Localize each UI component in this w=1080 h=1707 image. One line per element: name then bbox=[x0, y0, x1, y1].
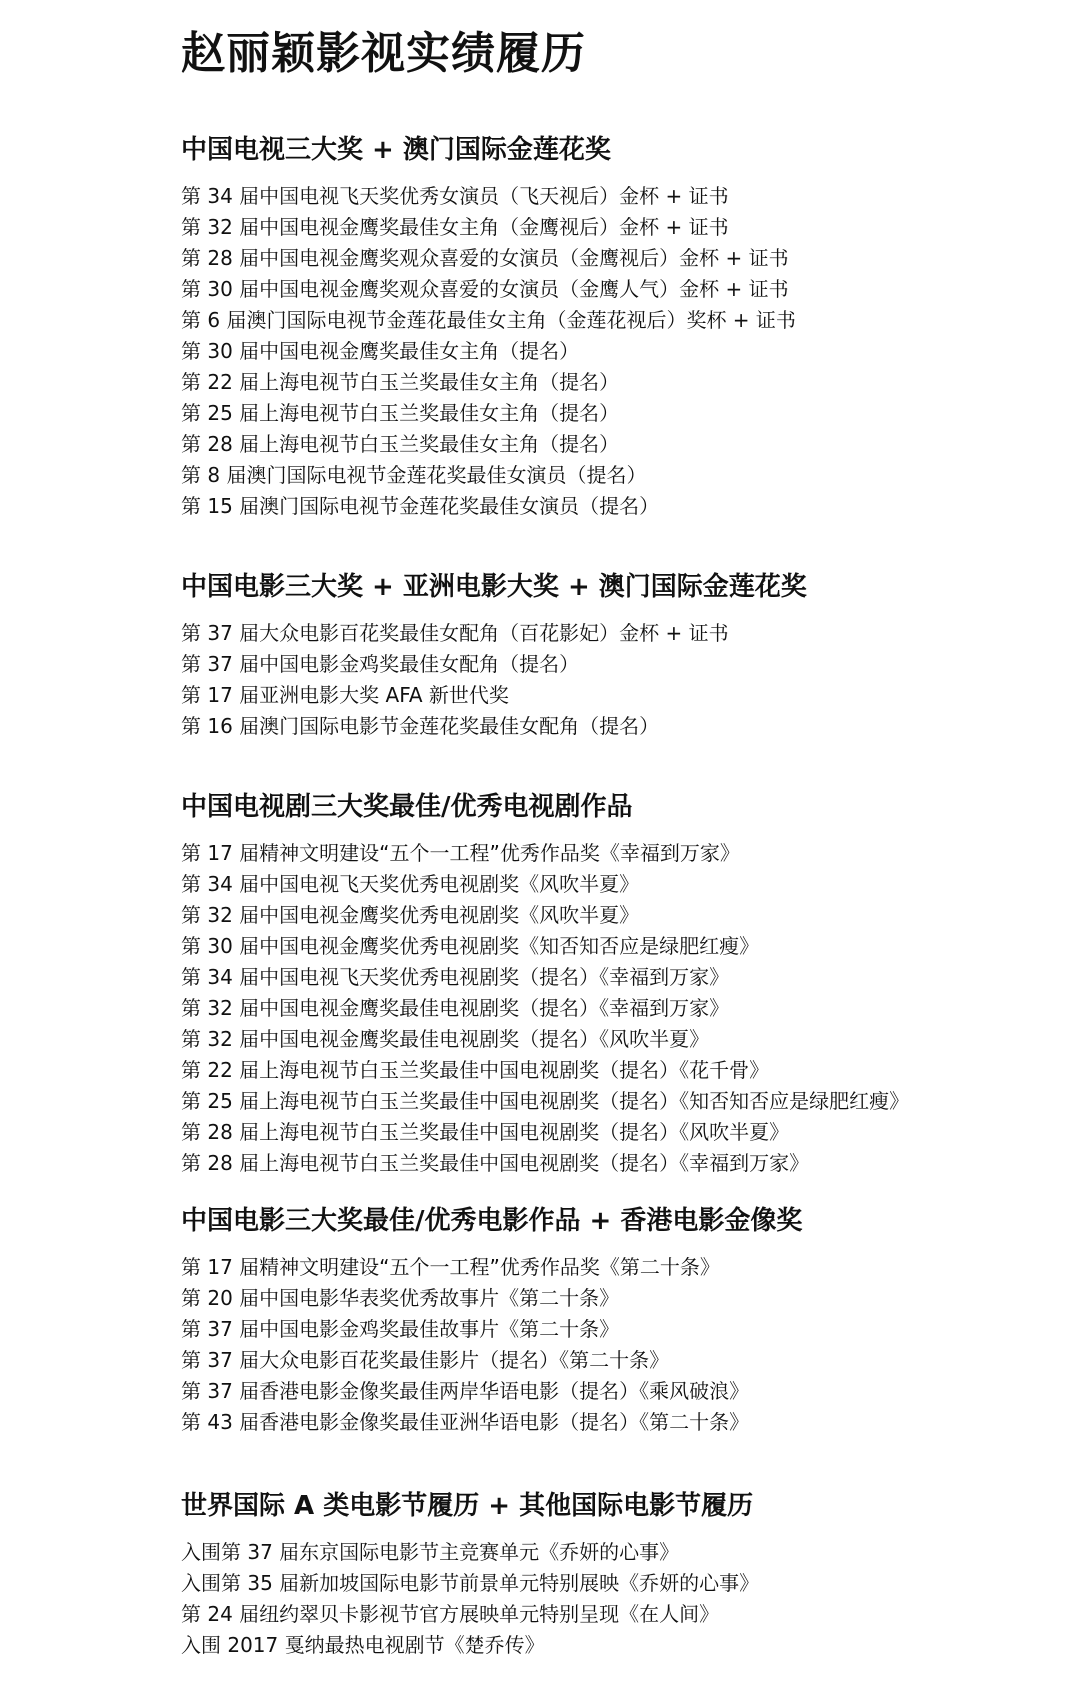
section-heading: 中国电影三大奖 + 亚洲电影大奖 + 澳门国际金莲花奖 bbox=[181, 572, 807, 602]
list-item: 第 30 届中国电视金鹰奖最佳女主角（提名） bbox=[181, 339, 580, 363]
list-item: 第 32 届中国电视金鹰奖最佳电视剧奖（提名）《风吹半夏》 bbox=[181, 1027, 710, 1051]
award-list bbox=[181, 618, 1061, 742]
section-heading: 中国电视剧三大奖最佳/优秀电视剧作品 bbox=[181, 792, 633, 822]
section-tv-awards bbox=[181, 133, 1061, 522]
list-item: 第 37 届香港电影金像奖最佳两岸华语电影（提名）《乘风破浪》 bbox=[181, 1379, 750, 1403]
list-item: 第 17 届精神文明建设“五个一工程”优秀作品奖《第二十条》 bbox=[181, 1255, 720, 1279]
document-title: 赵丽颖影视实绩履历 bbox=[181, 28, 586, 79]
award-list bbox=[181, 1252, 1061, 1438]
list-item: 第 24 届纽约翠贝卡影视节官方展映单元特别呈现《在人间》 bbox=[181, 1602, 720, 1626]
list-item: 入围第 37 届东京国际电影节主竞赛单元《乔妍的心事》 bbox=[181, 1540, 680, 1564]
list-item: 第 32 届中国电视金鹰奖最佳女主角（金鹰视后）金杯 + 证书 bbox=[181, 215, 729, 239]
award-list bbox=[181, 838, 1061, 1179]
award-list bbox=[181, 1537, 1061, 1661]
list-item: 第 28 届中国电视金鹰奖观众喜爱的女演员（金鹰视后）金杯 + 证书 bbox=[181, 246, 789, 270]
list-item: 第 17 届亚洲电影大奖 AFA 新世代奖 bbox=[181, 683, 509, 707]
list-item: 第 32 届中国电视金鹰奖优秀电视剧奖《风吹半夏》 bbox=[181, 903, 640, 927]
list-item: 第 37 届大众电影百花奖最佳影片（提名）《第二十条》 bbox=[181, 1348, 670, 1372]
list-item: 第 28 届上海电视节白玉兰奖最佳中国电视剧奖（提名）《风吹半夏》 bbox=[181, 1120, 790, 1144]
award-list bbox=[181, 181, 1061, 522]
list-item: 第 8 届澳门国际电视节金莲花奖最佳女演员（提名） bbox=[181, 463, 647, 487]
section-heading: 中国电影三大奖最佳/优秀电影作品 + 香港电影金像奖 bbox=[181, 1206, 803, 1236]
list-item: 第 16 届澳门国际电影节金莲花奖最佳女配角（提名） bbox=[181, 714, 660, 738]
list-item: 第 28 届上海电视节白玉兰奖最佳中国电视剧奖（提名）《幸福到万家》 bbox=[181, 1151, 810, 1175]
list-item: 第 15 届澳门国际电视节金莲花奖最佳女演员（提名） bbox=[181, 494, 660, 518]
list-item: 第 37 届大众电影百花奖最佳女配角（百花影妃）金杯 + 证书 bbox=[181, 621, 729, 645]
list-item: 第 37 届中国电影金鸡奖最佳故事片《第二十条》 bbox=[181, 1317, 620, 1341]
section-international-festivals bbox=[181, 1489, 1061, 1661]
list-item: 第 17 届精神文明建设“五个一工程”优秀作品奖《幸福到万家》 bbox=[181, 841, 740, 865]
section-film-awards bbox=[181, 570, 1061, 742]
section-film-works bbox=[181, 1204, 1061, 1438]
list-item: 第 34 届中国电视飞天奖优秀女演员（飞天视后）金杯 + 证书 bbox=[181, 184, 729, 208]
section-tv-drama-works bbox=[181, 790, 1061, 1179]
list-item: 入围第 35 届新加坡国际电影节前景单元特别展映《乔妍的心事》 bbox=[181, 1571, 760, 1595]
list-item: 第 30 届中国电视金鹰奖优秀电视剧奖《知否知否应是绿肥红瘦》 bbox=[181, 934, 760, 958]
list-item: 第 22 届上海电视节白玉兰奖最佳女主角（提名） bbox=[181, 370, 620, 394]
list-item: 第 30 届中国电视金鹰奖观众喜爱的女演员（金鹰人气）金杯 + 证书 bbox=[181, 277, 789, 301]
section-heading: 世界国际 A 类电影节履历 + 其他国际电影节履历 bbox=[181, 1491, 754, 1521]
list-item: 第 25 届上海电视节白玉兰奖最佳女主角（提名） bbox=[181, 401, 620, 425]
list-item: 第 20 届中国电影华表奖优秀故事片《第二十条》 bbox=[181, 1286, 620, 1310]
list-item: 第 34 届中国电视飞天奖优秀电视剧奖（提名）《幸福到万家》 bbox=[181, 965, 730, 989]
list-item: 第 28 届上海电视节白玉兰奖最佳女主角（提名） bbox=[181, 432, 620, 456]
list-item: 第 34 届中国电视飞天奖优秀电视剧奖《风吹半夏》 bbox=[181, 872, 640, 896]
list-item: 第 32 届中国电视金鹰奖最佳电视剧奖（提名）《幸福到万家》 bbox=[181, 996, 730, 1020]
list-item: 第 37 届中国电影金鸡奖最佳女配角（提名） bbox=[181, 652, 580, 676]
list-item: 第 25 届上海电视节白玉兰奖最佳中国电视剧奖（提名）《知否知否应是绿肥红瘦》 bbox=[181, 1089, 910, 1113]
list-item: 第 6 届澳门国际电视节金莲花最佳女主角（金莲花视后）奖杯 + 证书 bbox=[181, 308, 796, 332]
list-item: 第 43 届香港电影金像奖最佳亚洲华语电影（提名）《第二十条》 bbox=[181, 1410, 750, 1434]
list-item: 入围 2017 戛纳最热电视剧节《楚乔传》 bbox=[181, 1633, 545, 1657]
section-heading: 中国电视三大奖 + 澳门国际金莲花奖 bbox=[181, 135, 611, 165]
list-item: 第 22 届上海电视节白玉兰奖最佳中国电视剧奖（提名）《花千骨》 bbox=[181, 1058, 770, 1082]
